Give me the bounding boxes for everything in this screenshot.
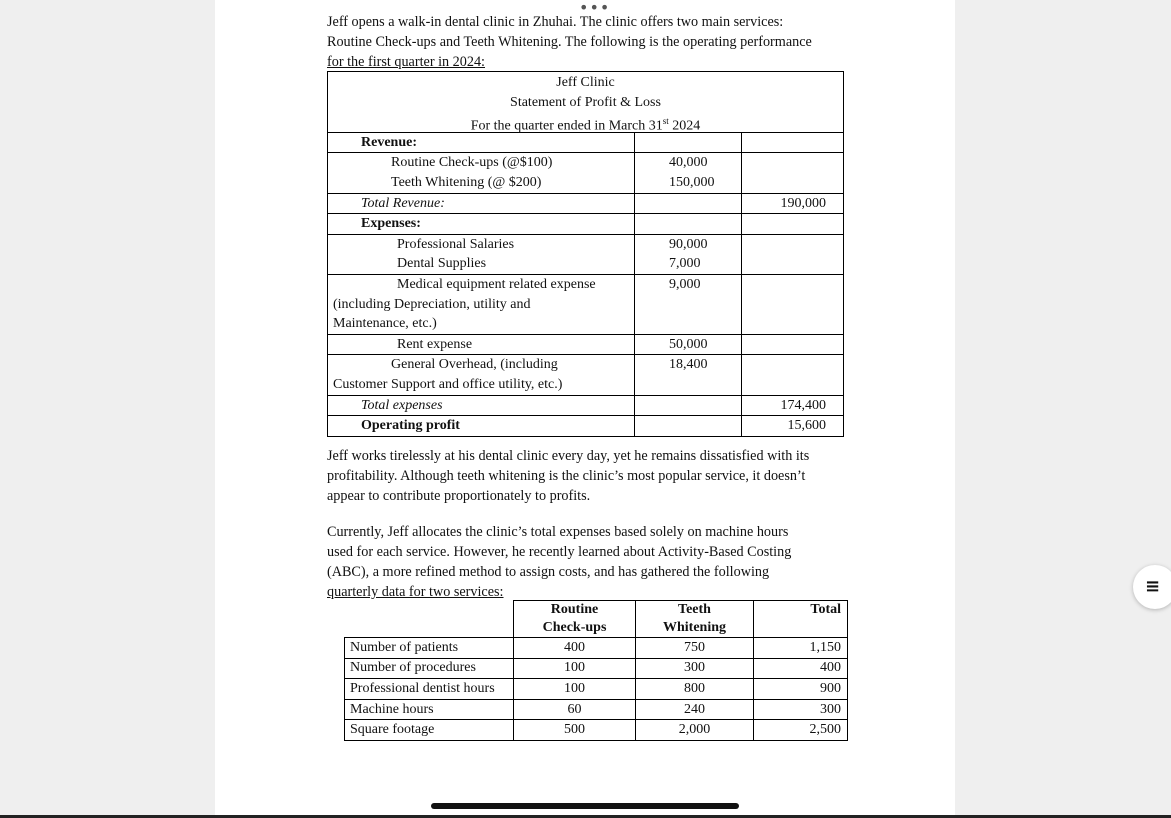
paragraph-line: profitability. Although teeth whitening is the clinic’s most popular service, it doesn’t <box>327 468 806 484</box>
paragraph-line: (ABC), a more refined method to assign costs, and has gathered the following <box>327 564 770 580</box>
table-row <box>328 133 843 154</box>
expense-item-label: Rent expense <box>397 336 473 352</box>
expense-item-value: 18,400 <box>669 357 708 373</box>
statement-period: For the quarter ended in March 31st 2024 <box>470 116 701 134</box>
paragraph-line: Currently, Jeff allocates the clinic’s total expenses based solely on machine hours <box>327 524 789 540</box>
expense-item-label: Maintenance, etc.) <box>333 316 437 332</box>
profitability-paragraph <box>327 446 847 506</box>
table-row <box>345 658 848 679</box>
cell-whitening: 800 <box>636 679 754 700</box>
expense-item-value: 90,000 <box>669 236 708 252</box>
cell-routine: 400 <box>514 638 636 659</box>
cell-total: 900 <box>754 679 848 700</box>
paragraph-line: quarterly data for two services: <box>327 584 504 600</box>
cell-whitening: 300 <box>636 658 754 679</box>
revenue-item-label: Routine Check-ups (@$100) <box>391 155 553 171</box>
expense-item-label: (including Depreciation, utility and <box>333 296 531 312</box>
table-row <box>328 235 843 275</box>
row-label: Number of patients <box>345 638 514 659</box>
expenses-heading: Expenses: <box>361 216 421 232</box>
cell-total: 400 <box>754 658 848 679</box>
cell-whitening: 240 <box>636 699 754 720</box>
home-indicator[interactable] <box>431 803 739 809</box>
statement-company: Jeff Clinic <box>556 75 615 90</box>
table-row <box>328 416 843 436</box>
statement-title: Statement of Profit & Loss <box>510 94 661 110</box>
column-header-total: Total <box>754 601 848 638</box>
total-revenue-value: 190,000 <box>780 195 826 211</box>
cell-total: 300 <box>754 699 848 720</box>
cell-whitening: 750 <box>636 638 754 659</box>
paragraph-line: used for each service. However, he recently learned about Activity-Based Costing <box>327 544 792 560</box>
operating-profit-value: 15,600 <box>787 418 826 434</box>
expense-item-value: 7,000 <box>669 256 701 272</box>
statement-header <box>328 72 843 133</box>
row-label: Number of procedures <box>345 658 514 679</box>
cell-routine: 500 <box>514 720 636 741</box>
table-row <box>345 699 848 720</box>
total-expenses-label: Total expenses <box>361 397 443 413</box>
table-row <box>328 194 843 215</box>
table-row <box>328 214 843 235</box>
column-header-routine: Routine Check-ups <box>514 601 636 638</box>
expense-item-label: Customer Support and office utility, etc.) <box>333 376 563 392</box>
column-header-whitening: Teeth Whitening <box>636 601 754 638</box>
operating-profit-label: Operating profit <box>361 418 460 434</box>
cell-routine: 100 <box>514 679 636 700</box>
expense-item-value: 9,000 <box>669 276 701 292</box>
cell-routine: 60 <box>514 699 636 720</box>
row-label: Machine hours <box>345 699 514 720</box>
intro-paragraph <box>327 12 847 72</box>
paragraph-line: Jeff works tirelessly at his dental clinic every day, yet he remains dissatisfied with its <box>327 448 810 464</box>
activity-data-table <box>344 600 848 741</box>
paragraph-line: appear to contribute proportionately to profits. <box>327 488 591 504</box>
revenue-item-label: Teeth Whitening (@ $200) <box>391 174 542 190</box>
expense-item-label: Professional Salaries <box>397 236 515 252</box>
table-header-row <box>345 601 848 638</box>
cell-total: 2,500 <box>754 720 848 741</box>
cell-routine: 100 <box>514 658 636 679</box>
row-label: Square footage <box>345 720 514 741</box>
expense-item-value: 50,000 <box>669 336 708 352</box>
table-row <box>345 679 848 700</box>
expense-item-label: Medical equipment related expense <box>397 276 596 292</box>
table-row <box>328 275 843 335</box>
table-row <box>328 335 843 356</box>
intro-line: for the first quarter in 2024: <box>327 54 485 70</box>
cell-whitening: 2,000 <box>636 720 754 741</box>
abc-paragraph <box>327 522 847 602</box>
intro-line: Routine Check-ups and Teeth Whitening. The following is the operating performance <box>327 34 812 50</box>
table-row <box>345 720 848 741</box>
revenue-heading: Revenue: <box>361 134 417 150</box>
expense-item-label: General Overhead, (including <box>391 357 558 373</box>
more-options-icon[interactable]: ••• <box>579 0 611 17</box>
cell-total: 1,150 <box>754 638 848 659</box>
profit-loss-statement <box>327 71 844 437</box>
total-revenue-label: Total Revenue: <box>361 195 445 211</box>
revenue-item-value: 150,000 <box>669 174 715 190</box>
row-label: Professional dentist hours <box>345 679 514 700</box>
intro-line: Jeff opens a walk-in dental clinic in Zhuhai. The clinic offers two main services: <box>327 14 784 30</box>
table-row <box>328 396 843 417</box>
revenue-item-value: 40,000 <box>669 155 708 171</box>
document-page <box>215 0 955 816</box>
menu-icon[interactable]: ≡ <box>1133 565 1171 609</box>
table-row <box>328 355 843 395</box>
table-row <box>328 153 843 193</box>
total-expenses-value: 174,400 <box>780 397 826 413</box>
table-row <box>345 638 848 659</box>
expense-item-label: Dental Supplies <box>397 256 487 272</box>
